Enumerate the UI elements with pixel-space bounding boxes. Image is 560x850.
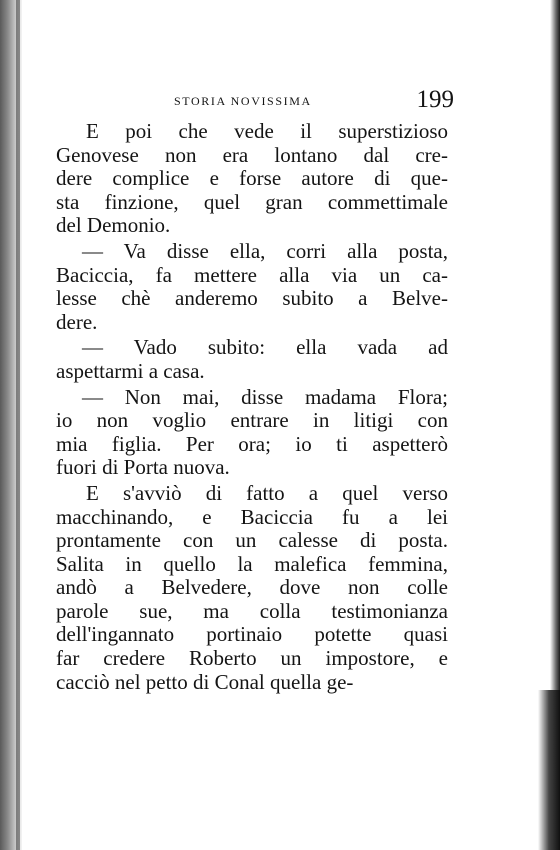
- text-line: io non voglio entrare in litigi con: [56, 408, 448, 433]
- text-line: dere.: [56, 309, 98, 334]
- book-page: [56, 86, 454, 694]
- text-line: Genovese non era lontano dal cre-: [56, 142, 448, 167]
- text-line: fuori di Porta nuova.: [56, 455, 230, 480]
- running-title: STORIA NOVISSIMA: [174, 94, 312, 108]
- text-line: — Va disse ella, corri alla posta,: [82, 238, 448, 263]
- text-line: E poi che vede il superstizioso: [86, 119, 448, 143]
- paragraph: [56, 482, 448, 694]
- text-line: Baciccia, fa mettere alla via un ca-: [56, 262, 448, 287]
- text-line: prontamente con un calesse di posta.: [56, 528, 448, 553]
- text-line: dere complice e forse autore di que-: [56, 166, 448, 191]
- text-line: — Non mai, disse madama Flora;: [82, 384, 448, 409]
- text-line: macchinando, e Baciccia fu a lei: [56, 504, 448, 529]
- page-corner-shadow: [538, 690, 560, 850]
- text-line: andò a Belvedere, dove non colle: [56, 575, 448, 600]
- text-line: aspettarmi a casa.: [56, 358, 205, 383]
- text-line: far credere Roberto un impostore, e: [56, 646, 448, 671]
- text-line: mia figlia. Per ora; io ti aspetterò: [56, 431, 448, 456]
- text-line: lesse chè anderemo subito a Belve-: [56, 286, 448, 311]
- text-line: parole sue, ma colla testimonianza: [56, 598, 448, 623]
- page-number: 199: [416, 86, 454, 113]
- body-text: [56, 120, 448, 694]
- paragraph: [56, 336, 448, 383]
- text-line: Salita in quello la malefica femmina,: [56, 551, 448, 576]
- book-spine-edge: [16, 0, 20, 850]
- page-header: [56, 86, 454, 120]
- text-line: del Demonio.: [56, 213, 171, 238]
- paragraph: [56, 386, 448, 480]
- paragraph: [56, 120, 448, 238]
- text-line: sta finzione, quel gran commettimale: [56, 189, 448, 214]
- text-line: — Vado subito: ella vada ad: [82, 335, 448, 360]
- text-line: cacciò nel petto di Conal quella ge-: [56, 669, 354, 694]
- paragraph: [56, 240, 448, 334]
- text-line: dell'ingannato portinaio potette quasi: [56, 622, 448, 647]
- text-line: E s'avviò di fatto a quel verso: [86, 480, 448, 505]
